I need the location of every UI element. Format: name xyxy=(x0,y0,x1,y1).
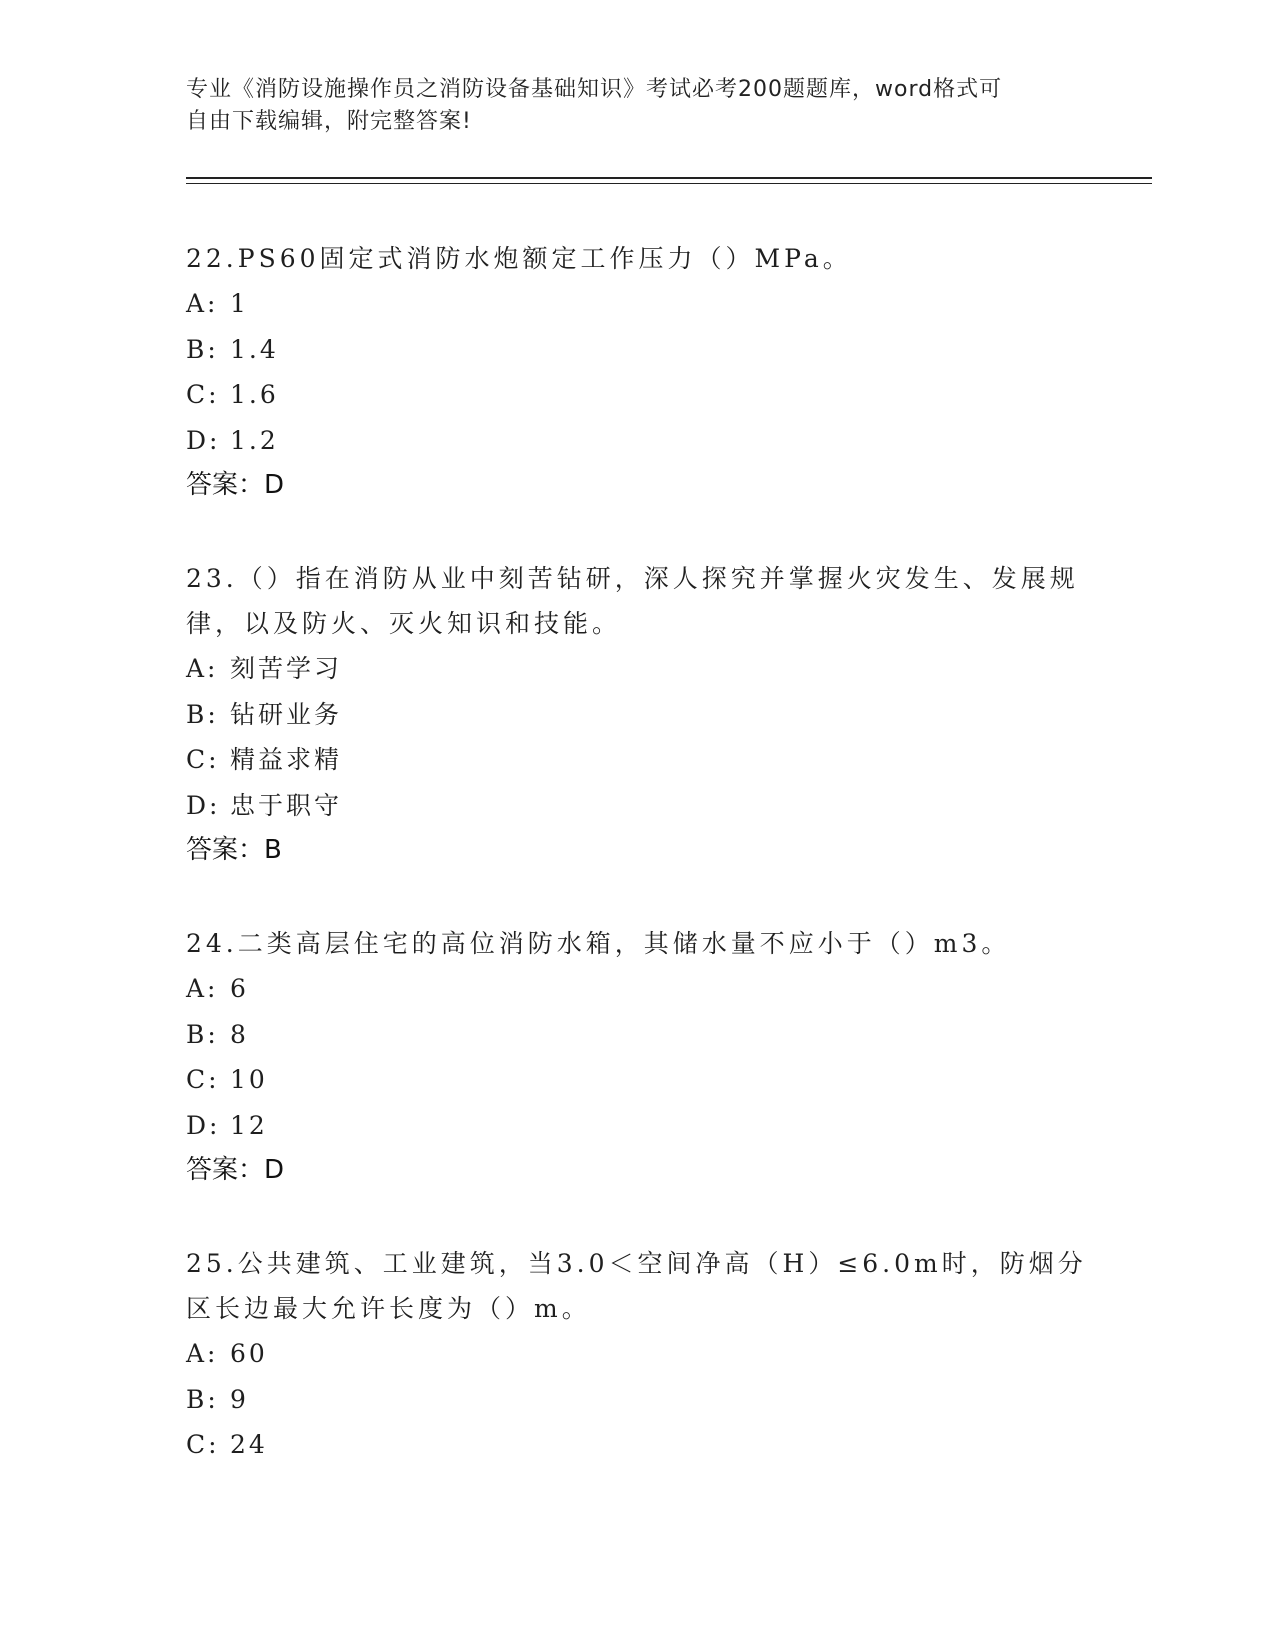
option-label: C: xyxy=(186,1430,220,1459)
question-text: 22.PS60固定式消防水炮额定工作压力（）MPa。 xyxy=(186,244,852,273)
question-text: 25.公共建筑、工业建筑，当3.0＜空间净高（H）≤6.0m时，防烟分 xyxy=(186,1249,1087,1278)
question-list xyxy=(186,236,1086,1516)
option-c xyxy=(186,1422,1086,1468)
option-label: D: xyxy=(186,790,221,820)
question-text: 23.（）指在消防从业中刻苦钻研，深人探究并掌握火灾发生、发展规 xyxy=(186,564,1079,593)
option-text: 24 xyxy=(230,1430,268,1459)
option-b xyxy=(186,692,1086,738)
question-text: 24.二类高层住宅的高位消防水箱，其储水量不应小于（）m3。 xyxy=(186,929,1011,958)
option-a xyxy=(186,966,1086,1012)
option-text: 6 xyxy=(230,974,249,1003)
option-text: 9 xyxy=(230,1384,249,1414)
document-header xyxy=(186,74,1086,138)
option-label: A: xyxy=(186,289,219,318)
option-b xyxy=(186,1377,1086,1423)
option-text: 8 xyxy=(230,1019,249,1049)
option-label: A: xyxy=(186,1339,219,1368)
option-label: D: xyxy=(186,425,221,455)
option-text: 刻苦学习 xyxy=(230,654,343,683)
question-24 xyxy=(186,921,1086,1193)
option-label: B: xyxy=(186,1384,219,1414)
question-22 xyxy=(186,236,1086,508)
option-label: A: xyxy=(186,654,219,683)
option-label: C: xyxy=(186,745,220,774)
option-d xyxy=(186,1103,1086,1149)
option-text: 精益求精 xyxy=(230,745,343,774)
option-label: C: xyxy=(186,380,220,409)
option-label: B: xyxy=(186,1019,219,1049)
question-23 xyxy=(186,556,1086,873)
option-text: 钻研业务 xyxy=(230,699,343,729)
option-text: 1.2 xyxy=(230,425,279,455)
option-d xyxy=(186,783,1086,829)
option-a xyxy=(186,646,1086,692)
option-label: A: xyxy=(186,974,219,1003)
option-text: 10 xyxy=(230,1065,268,1094)
option-b xyxy=(186,327,1086,373)
answer-text: 答案：D xyxy=(186,1155,285,1185)
option-text: 1.4 xyxy=(230,334,279,364)
option-b xyxy=(186,1012,1086,1058)
header-line-1: 专业《消防设施操作员之消防设备基础知识》考试必考200题题库，word格式可 xyxy=(186,77,1003,102)
header-divider-bottom xyxy=(186,183,1152,184)
option-a xyxy=(186,281,1086,327)
question-text-continued: 区长边最大允许长度为（）m。 xyxy=(186,1294,591,1323)
option-a xyxy=(186,1331,1086,1377)
option-c xyxy=(186,372,1086,418)
option-label: B: xyxy=(186,334,219,364)
option-text: 忠于职守 xyxy=(230,790,343,820)
option-d xyxy=(186,418,1086,464)
question-25 xyxy=(186,1241,1086,1468)
option-text: 60 xyxy=(230,1339,268,1368)
header-divider-top xyxy=(186,177,1152,179)
option-label: B: xyxy=(186,699,219,729)
option-text: 12 xyxy=(230,1110,268,1140)
question-text-continued: 律，以及防火、灭火知识和技能。 xyxy=(186,609,622,638)
header-line-2: 自由下载编辑，附完整答案! xyxy=(186,109,472,134)
option-c xyxy=(186,737,1086,783)
option-label: D: xyxy=(186,1110,221,1140)
option-text: 1.6 xyxy=(230,380,279,409)
answer-text: 答案：B xyxy=(186,835,282,865)
answer-text: 答案：D xyxy=(186,470,285,500)
option-text: 1 xyxy=(230,289,249,318)
option-label: C: xyxy=(186,1065,220,1094)
option-c xyxy=(186,1057,1086,1103)
